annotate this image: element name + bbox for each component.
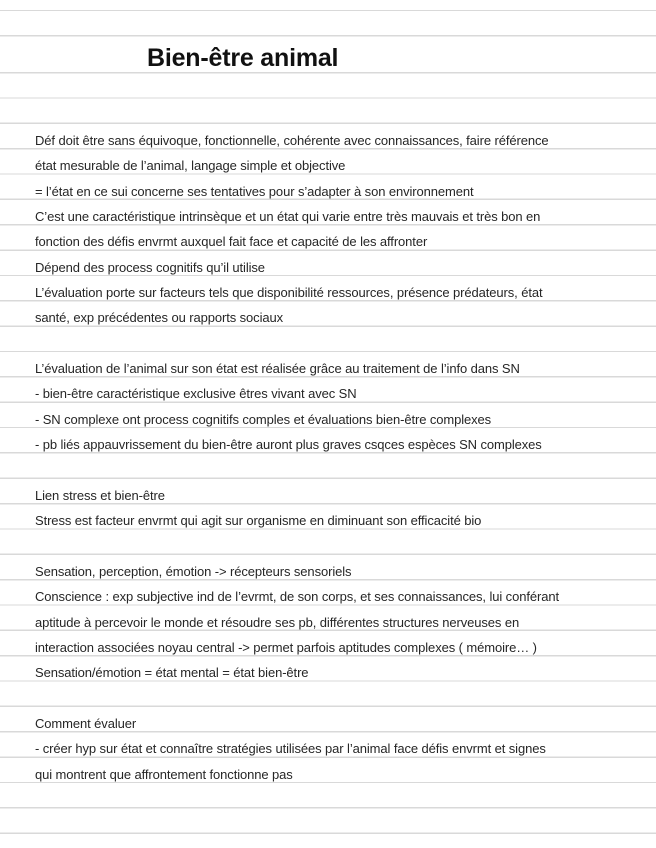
- note-line: L’évaluation porte sur facteurs tels que disponibilité ressources, présence prédateurs, état: [35, 285, 543, 301]
- note-line: Lien stress et bien-être: [35, 487, 165, 503]
- blank-line: [35, 688, 645, 713]
- note-line: Déf doit être sans équivoque, fonctionnelle, cohérente avec connaissances, faire référence: [35, 133, 549, 148]
- note-line: interaction associées noyau central -> permet parfois aptitudes complexes ( mémoire… ): [35, 639, 537, 655]
- blank-line: [35, 536, 645, 561]
- note-line: aptitude à percevoir le monde et résoudre ses pb, différentes structures nerveuses en: [35, 614, 520, 630]
- note-line: état mesurable de l’animal, langage simple et objective: [35, 158, 346, 174]
- note-line: santé, exp précédentes ou rapports sociaux: [35, 310, 284, 326]
- note-line: - SN complexe ont process cognitifs comples et évaluations bien-être complexes: [35, 411, 492, 427]
- note-line: Comment évaluer: [35, 715, 137, 731]
- note-line: - pb liés appauvrissement du bien-être auront plus graves csqces espèces SN complexes: [35, 437, 542, 453]
- note-line: qui montrent que affrontement fonctionne pas: [35, 766, 293, 782]
- notes-body: [35, 130, 645, 789]
- blank-line: [35, 459, 645, 484]
- note-line: Sensation, perception, émotion -> récepteurs sensoriels: [35, 563, 352, 579]
- note-line: Conscience : exp subjective ind de l’evrmt, de son corps, et ses connaissances, lui conférant: [35, 589, 559, 605]
- note-line: - bien-être caractéristique exclusive êtres vivant avec SN: [35, 386, 357, 402]
- note-line: L’évaluation de l’animal sur son état est réalisée grâce au traitement de l’info dans SN: [35, 361, 520, 377]
- note-line: Sensation/émotion = état mental = état bien-être: [35, 665, 309, 681]
- note-line: C’est une caractéristique intrinsèque et un état qui varie entre très mauvais et très bon en: [35, 209, 541, 225]
- note-line: - créer hyp sur état et connaître stratégies utilisées par l’animal face défis envrmt et signes: [35, 741, 546, 757]
- note-line: = l’état en ce sui concerne ses tentatives pour s’adapter à son environnement: [35, 183, 474, 199]
- note-line: Dépend des process cognitifs qu’il utilise: [35, 259, 265, 275]
- note-line: Stress est facteur envrmt qui agit sur organisme en diminuant son efficacité bio: [35, 513, 482, 529]
- page-title: Bien-être animal: [147, 44, 339, 72]
- blank-line: [35, 333, 645, 358]
- note-line: fonction des défis envrmt auxquel fait face et capacité de les affronter: [35, 234, 428, 250]
